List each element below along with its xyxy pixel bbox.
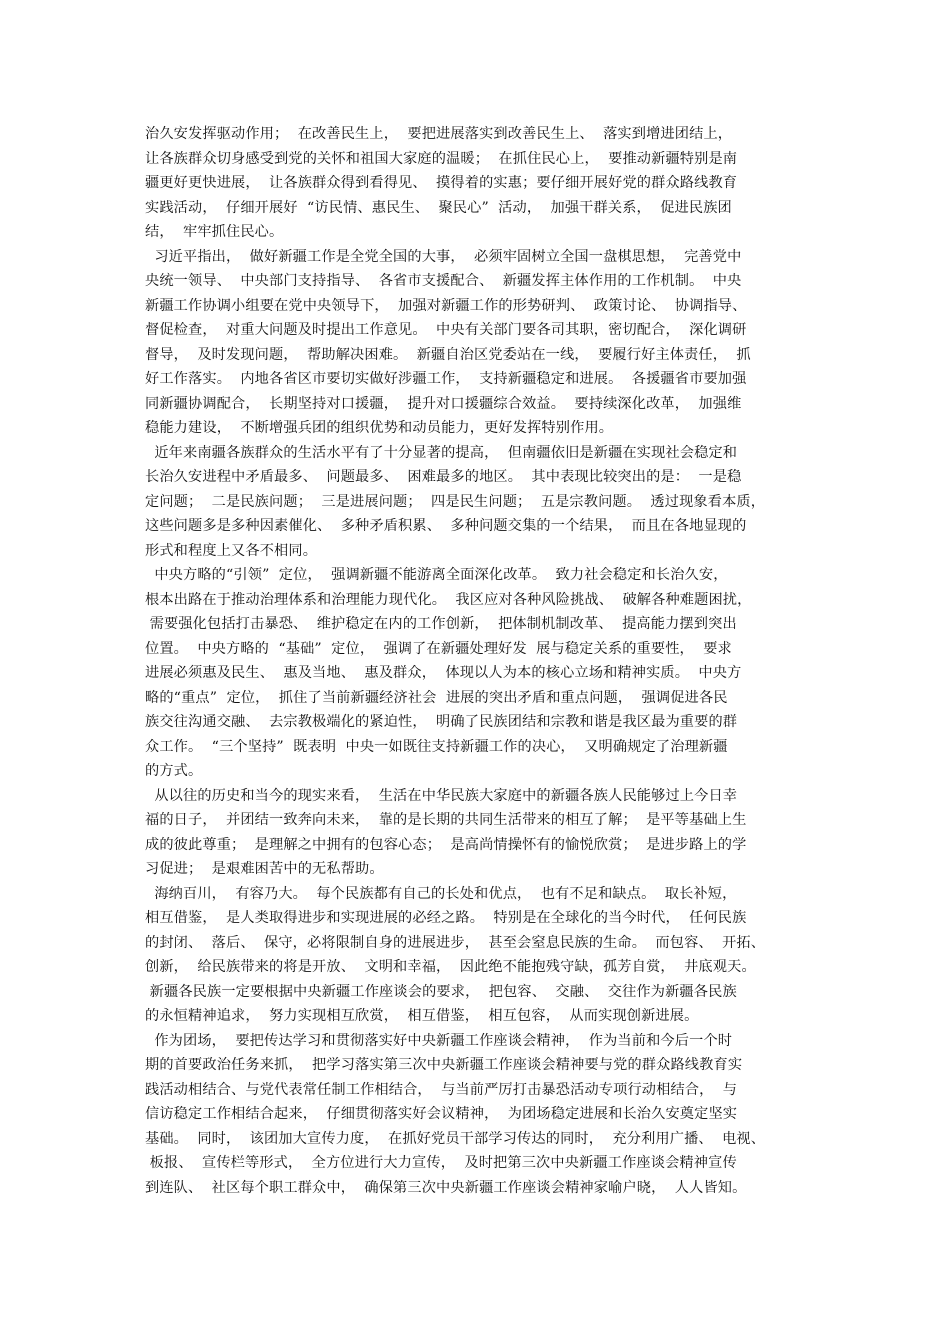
text-line: 让各族群众切身感受到党的关怀和祖国大家庭的温暖； 在抓住民心上， 要推动新疆特别是南 [145,150,738,167]
text-line: 相互借鉴， 是人类取得进步和实现进展的必经之路。 特别是在全球化的当今时代， 任何民族 [145,910,747,926]
text-line: 位置。 中央方略的 “基础” 定位， 强调了在新疆处理好发 展与稳定关系的重要性， 要求 [145,640,732,657]
text-line: 督导， 及时发现问题， 帮助解决困难。 新疆自治区党委站在一线， 要履行好主体责任， 抓 [145,346,751,363]
text-line: 实践活动， 仔细开展好 “访民情、惠民生、 聚民心” 活动， 加强干群关系， 促进民族团 [145,199,732,216]
text-line: 众工作。 “三个坚持” 既表明 中央一如既往支持新疆工作的决心， 又明确规定了治理新疆 [145,738,728,755]
text-line: 信访稳定工作相结合起来， 仔细贯彻落实好会议精神， 为团场稳定进展和长治久安奠定坚实 [145,1106,738,1122]
text-line: 治久安发挥驱动作用； 在改善民生上， 要把进展落实到改善民生上、 落实到增进团结上， [145,126,733,142]
text-line: 根本出路在于推动治理体系和治理能力现代化。 我区应对各种风险挑战、 破解各种难题困扰， [145,591,752,608]
text-line: 新疆工作协调小组要在党中央领导下， 加强对新疆工作的形势研判、 政策讨论、 协调指导、 [145,297,747,314]
text-line: 督促检查， 对重大问题及时提出工作意见。 中央有关部门要各司其职，密切配合， 深化调研 [145,322,747,338]
text-line: 新疆各民族一定要根据中央新疆工作座谈会的要求， 把包容、 交融、 交往作为新疆各民族 [145,983,737,1000]
text-line: 好工作落实。 内地各省区市要切实做好涉疆工作， 支持新疆稳定和进展。 各援疆省市要加强 [145,371,747,387]
text-line: 基础。 同时， 该团加大宣传力度， 在抓好党员干部学习传达的同时， 充分利用广播、 电视、 [145,1130,766,1147]
text-line: 福的日子， 并团结一致奔向未来， 靠的是长期的共同生活带来的相互了解； 是平等基础上生 [145,812,747,828]
body-text [145,122,825,1200]
text-line: 疆更好更快进展， 让各族群众得到看得见、 摸得着的实惠；要仔细开展好党的群众路线教育 [145,175,738,191]
text-line: 进展必须惠及民生、 惠及当地、 惠及群众， 体现以人为本的核心立场和精神实质。 中央方 [145,665,742,681]
text-line: 习促进； 是艰难困苦中的无私帮助。 [145,861,384,877]
text-line: 这些问题多是多种因素催化、 多种矛盾积累、 多种问题交集的一个结果， 而且在各地显现的 [145,518,747,534]
text-line: 的方式。 [145,763,203,779]
text-line: 期的首要政治任务来抓， 把学习落实第三次中央新疆工作座谈会精神要与党的群众路线教育实 [145,1057,743,1073]
text-line: 的永恒精神追求， 努力实现相互欣赏， 相互借鉴， 相互包容， 从而实现创新进展。 [145,1008,699,1024]
text-line: 长治久安进程中矛盾最多、 问题最多、 困难最多的地区。 其中表现比较突出的是： 一是稳 [145,469,742,485]
text-line: 成的彼此尊重； 是理解之中拥有的包容心态； 是高尚情操怀有的愉悦欣赏； 是进步路上的学 [145,836,747,853]
text-line: 海纳百川， 有容乃大。 每个民族都有自己的长处和优点， 也有不足和缺点。 取长补短， [145,885,737,902]
text-line: 近年来南疆各族群众的生活水平有了十分显著的提高， 但南疆依旧是新疆在实现社会稳定和 [145,444,738,461]
text-line: 从以往的历史和当今的现实来看， 生活在中华民族大家庭中的新疆各族人民能够过上今日幸 [145,787,738,804]
text-line: 央统一领导、 中央部门支持指导、 各省市支援配合、 新疆发挥主体作用的工作机制。 中央 [145,273,742,289]
text-line: 中央方略的“引领” 定位， 强调新疆不能游离全面深化改革。 致力社会稳定和长治久安， [145,567,728,583]
text-line: 板报、 宣传栏等形式， 全方位进行大力宣传， 及时把第三次中央新疆工作座谈会精神宣传 [145,1155,737,1171]
text-line: 形式和程度上又各不相同。 [145,542,318,559]
text-line: 定问题； 二是民族问题； 三是进展问题； 四是民生问题； 五是宗教问题。 透过现象看本质， [145,493,766,510]
text-line: 稳能力建设， 不断增强兵团的组织优势和动员能力，更好发挥特别作用。 [145,420,614,436]
text-line: 创新， 给民族带来的将是开放、 文明和幸福， 因此绝不能抱残守缺，孤芳自赏， 井底观天。 [145,959,756,975]
text-line: 践活动相结合、与党代表常任制工作相结合， 与当前严厉打击暴恐活动专项行动相结合， 与 [145,1081,738,1098]
text-line: 的封闭、 落后、 保守，必将限制自身的进展进步， 甚至会窒息民族的生命。 而包容、 开拓、 [145,934,766,951]
text-line: 略的“重点” 定位， 抓住了当前新疆经济社会 进展的突出矛盾和重点问题， 强调促进各民 [145,689,728,706]
text-line: 同新疆协调配合， 长期坚持对口援疆， 提升对口援疆综合效益。 要持续深化改革， 加强维 [145,395,742,412]
text-line: 结， 牢牢抓住民心。 [145,224,284,240]
text-line: 族交往沟通交融、 去宗教极端化的紧迫性， 明确了民族团结和宗教和谐是我区最为重要的群 [145,714,738,730]
text-line: 作为团场， 要把传达学习和贯彻落实好中央新疆工作座谈会精神， 作为当前和今后一个时 [145,1032,733,1049]
text-line: 到连队、 社区每个职工群众中， 确保第三次中央新疆工作座谈会精神家喻户晓， 人人皆知。 [145,1179,747,1196]
text-line: 需要强化包括打击暴恐、 维护稳定在内的工作创新， 把体制机制改革、 提高能力摆到突出 [145,616,737,632]
text-line: 习近平指出， 做好新疆工作是全党全国的大事， 必须牢固树立全国一盘棋思想， 完善党中 [145,248,742,265]
